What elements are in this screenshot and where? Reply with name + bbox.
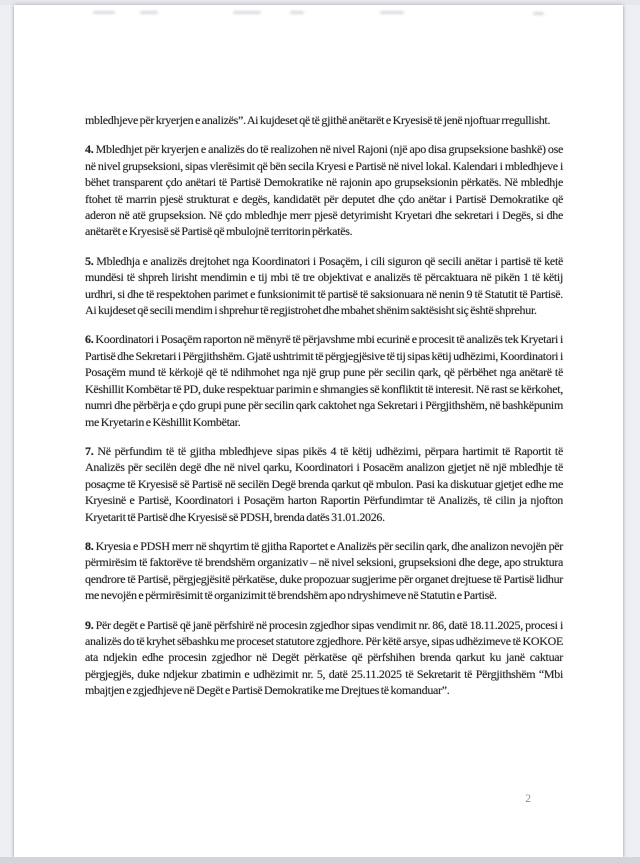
backdrop-bottom-band [0, 857, 640, 863]
paragraph-5 [85, 253, 563, 319]
paragraph-6 [85, 331, 563, 429]
paragraph-text: Mbledhja e analizës drejtohet nga Koordinatori i Posaçëm, i cili siguron që secili anëtar i partisë të ketë mundësi të shpreh lirisht mendimin e tij mbi të tre objektivat e analizës të përcaktuara në pikën 1 të këtij urdhri, si dhe të respektohen parimet e funksionimit të partisë të saksionuara në nenin 9 të Statutit të Partisë. Ai kujdeset që secili mendim i shprehur të regjistrohet dhe mbahet shënim saktësisht siç është shprehur. [85, 253, 563, 318]
paragraph-number: 5. [85, 253, 94, 268]
scan-smudge [290, 11, 304, 14]
document-page [14, 5, 623, 857]
paragraph-text: Për degët e Partisë që janë përfshirë në procesin zgjedhor sipas vendimit nr. 86, datë 18.11.2025, procesi i analizës do të kryhet sëbashku me proceset statutore zgjedhore. Për këtë arsye, sipas udhëzimeve të KOKOE ata ndjekin edhe procesin zgjedhor në Degët përkatëse që përfshihen brenda qarkut ku janë caktuar përgjegjës, duke ndjekur zbatimin e udhëzimit nr. 5, datë 25.11.2025 të Sekretarit të Përgjithshëm “Mbi mbajtjen e zgjedhjeve në Degët e Partisë Demokratike me Drejtues të komanduar”. [85, 617, 563, 698]
paragraph-number: 7. [85, 443, 94, 458]
page-content [85, 112, 563, 712]
paragraph-text: Në përfundim të të gjitha mbledhjeve sipas pikës 4 të këtij udhëzimi, përpara hartimit të Raportit të Analizës për secilën degë dhe në nivel qarku, Koordinatori i Posacëm analizon gjetjet në një mbledhje të posaçme të Kryesisë së Partisë në secilën Degë brenda qarkut që mbulon. Pasi ka diskutuar gjetjet edhe me Kryesinë e Partisë, Koordinatori i Posaçëm harton Raportin Përfundimtar të Analizës, të cilin ja njofton Kryetarit të Partisë dhe Kryesisë së PDSH, brenda datës 31.01.2026. [85, 443, 563, 524]
paragraph-number: 6. [85, 332, 94, 347]
paragraph-4 [85, 141, 563, 239]
paragraph-text: Koordinatori i Posaçëm raporton në mënyrë të përjavshme mbi ecurinë e procesit të analizës tek Kryetari i Partisë dhe Sekretari i Përgjithshëm. Gjatë ushtrimit të përgjegjësive të tij sipas këtij udhëzimi, Koordinatori i Posaçëm mund të kërkojë që të ndihmohet nga një grup pune për secilin qark, që përbëhet nga anëtarë të Këshillit Kombëtar të PD, duke respektuar parimin e shmangies së konfliktit të interesit. Në rast se kërkohet, numri dhe përbërja e çdo grupi pune për secilin qark caktohet nga Sekretari i Përgjithshëm, në bashkëpunim me Kryetarin e Këshillit Kombëtar. [85, 332, 563, 429]
paragraph-text: Kryesia e PDSH merr në shqyrtim të gjitha Raportet e Analizës për secilin qark, dhe analizon nevojën për përmirësim të faktorëve të brendshëm organizativ – në nivel seksioni, grupseksioni dhe dege, apo struktura qendrore të Partisë, përgjegjësitë përkatëse, duke propozuar sugjerime për organet drejtuese të Partisë lidhur me nevojën e përmirësimit të organizimit të brendshëm apo ndryshimeve në Statutin e Partisë. [85, 538, 563, 603]
paragraph-number: 4. [85, 142, 94, 157]
paragraph-text: Mbledhjet për kryerjen e analizës do të realizohen në nivel Rajoni (një apo disa grupseksione bashkë) ose në nivel grupseksioni, sipas vlerësimit që bën secila Kryesi e Partisë në nivel lokal. Kalendari i mbledhjeve i bëhet transparent çdo anëtari të Partisë Demokratike në rajonin apo grupseksionin përkatës. Në mbledhje ftohet të marrin pjesë strukturat e degës, kandidatët për deputet dhe çdo anëtar i Partisë Demokratike që aderon në atë grupseksion. Në çdo mbledhje merr pjesë detyrimisht Kryetari dhe sekretari i Degës, si dhe anëtarët e Kryesisë së Partisë që mbulojnë territorin përkatës. [85, 142, 563, 239]
paragraph-continuation [85, 112, 563, 128]
paragraph-7 [85, 443, 563, 525]
paragraph-9 [85, 617, 563, 699]
scan-smudge [233, 11, 261, 14]
scan-smudge [380, 11, 404, 14]
scan-smudge [140, 11, 158, 14]
page-number: 2 [525, 793, 531, 805]
scan-smudge [533, 12, 544, 15]
paragraph-number: 9. [85, 617, 94, 632]
scan-smudge [93, 11, 115, 14]
paragraph-text: mbledhjeve për kryerjen e analizës”. Ai kujdeset që të gjithë anëtarët e Kryesisë të jenë njoftuar rregullisht. [85, 113, 551, 127]
paragraph-8 [85, 538, 563, 604]
paragraph-number: 8. [85, 538, 94, 553]
